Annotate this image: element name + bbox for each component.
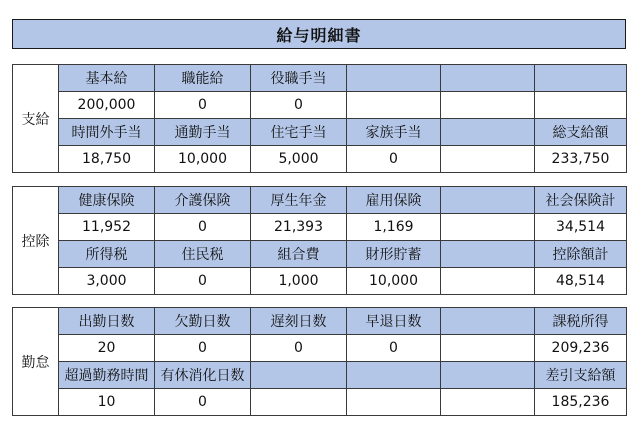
- total-pay-label: 総支給額: [535, 119, 627, 146]
- empty-cell: [441, 268, 535, 295]
- page-title: 給与明細書: [12, 19, 626, 49]
- header-cell: 所得税: [59, 241, 155, 268]
- value-cell: 20: [59, 335, 155, 362]
- header-cell: 住民税: [155, 241, 251, 268]
- attendance-section: [12, 307, 627, 416]
- empty-cell: [441, 92, 535, 119]
- deduction-total-value: 48,514: [535, 268, 627, 295]
- header-cell: 職能給: [155, 65, 251, 92]
- empty-cell: [441, 335, 535, 362]
- value-cell: 1,169: [347, 214, 441, 241]
- header-cell: 早退日数: [347, 308, 441, 335]
- value-cell: 11,952: [59, 214, 155, 241]
- value-cell: 21,393: [251, 214, 347, 241]
- header-cell: 役職手当: [251, 65, 347, 92]
- deduction-section-label: 控除: [13, 187, 59, 295]
- payment-section-label: 支給: [13, 65, 59, 173]
- header-cell: 通勤手当: [155, 119, 251, 146]
- payment-section: [12, 64, 627, 173]
- value-cell: 0: [251, 92, 347, 119]
- header-cell: 有休消化日数: [155, 362, 251, 389]
- taxable-income-label: 課税所得: [535, 308, 627, 335]
- header-cell: 家族手当: [347, 119, 441, 146]
- empty-cell: [347, 92, 441, 119]
- social-insurance-total-label: 社会保険計: [535, 187, 627, 214]
- header-cell: 時間外手当: [59, 119, 155, 146]
- net-pay-value: 185,236: [535, 389, 627, 416]
- empty-cell: [535, 92, 627, 119]
- total-pay-value: 233,750: [535, 146, 627, 173]
- header-cell: 出勤日数: [59, 308, 155, 335]
- empty-header-cell: [441, 187, 535, 214]
- header-cell: 財形貯蓄: [347, 241, 441, 268]
- header-cell: 基本給: [59, 65, 155, 92]
- empty-cell: [441, 389, 535, 416]
- empty-header-cell: [441, 241, 535, 268]
- empty-header-cell: [347, 362, 441, 389]
- header-cell: 介護保険: [155, 187, 251, 214]
- value-cell: 0: [251, 335, 347, 362]
- value-cell: 10,000: [347, 268, 441, 295]
- empty-header-cell: [441, 362, 535, 389]
- attendance-section-label: 勤怠: [13, 308, 59, 416]
- empty-cell: [441, 146, 535, 173]
- header-cell: 超過勤務時間: [59, 362, 155, 389]
- empty-header-cell: [441, 119, 535, 146]
- empty-cell: [441, 214, 535, 241]
- value-cell: 0: [155, 92, 251, 119]
- value-cell: 1,000: [251, 268, 347, 295]
- empty-cell: [347, 389, 441, 416]
- header-cell: 雇用保険: [347, 187, 441, 214]
- value-cell: 0: [347, 335, 441, 362]
- value-cell: 10: [59, 389, 155, 416]
- empty-header-cell: [441, 65, 535, 92]
- header-cell: 遅刻日数: [251, 308, 347, 335]
- deduction-total-label: 控除額計: [535, 241, 627, 268]
- value-cell: 0: [155, 214, 251, 241]
- taxable-income-value: 209,236: [535, 335, 627, 362]
- header-cell: 健康保険: [59, 187, 155, 214]
- value-cell: 0: [155, 268, 251, 295]
- social-insurance-total-value: 34,514: [535, 214, 627, 241]
- value-cell: 3,000: [59, 268, 155, 295]
- header-cell: 住宅手当: [251, 119, 347, 146]
- empty-header-cell: [535, 65, 627, 92]
- empty-header-cell: [441, 308, 535, 335]
- value-cell: 18,750: [59, 146, 155, 173]
- empty-header-cell: [251, 362, 347, 389]
- value-cell: 0: [155, 389, 251, 416]
- empty-cell: [251, 389, 347, 416]
- value-cell: 5,000: [251, 146, 347, 173]
- net-pay-label: 差引支給額: [535, 362, 627, 389]
- value-cell: 0: [155, 335, 251, 362]
- header-cell: 組合費: [251, 241, 347, 268]
- deduction-section: [12, 186, 627, 295]
- value-cell: 0: [347, 146, 441, 173]
- empty-header-cell: [347, 65, 441, 92]
- value-cell: 10,000: [155, 146, 251, 173]
- header-cell: 欠勤日数: [155, 308, 251, 335]
- value-cell: 200,000: [59, 92, 155, 119]
- header-cell: 厚生年金: [251, 187, 347, 214]
